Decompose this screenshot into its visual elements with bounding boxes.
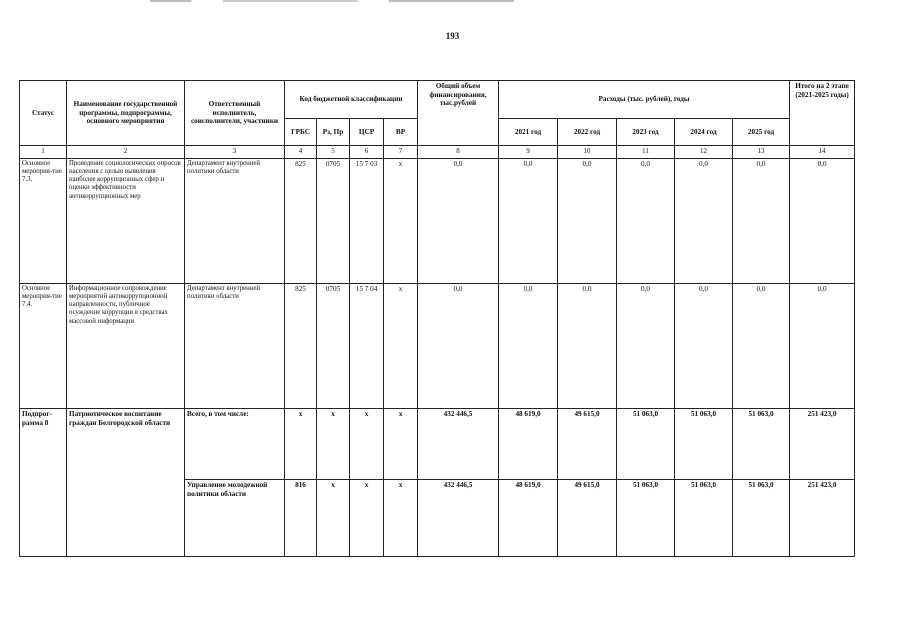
- row-2022: 49 615,0: [558, 480, 617, 557]
- row-rzpr: 0705: [317, 284, 350, 409]
- row-name: Информационное сопровождение мероприятий антикоррупционной направленности, публичное осуждение коррупции в средствах массовой информации: [67, 284, 185, 409]
- col-number: 9: [499, 146, 558, 159]
- row-2025: 0,0: [733, 284, 790, 409]
- row-total: 432 446,5: [418, 480, 499, 557]
- row-csr: х: [350, 409, 384, 480]
- row-status: Основное мероприя-тие 7.3.: [20, 159, 67, 284]
- row-2023: 51 063,0: [617, 409, 675, 480]
- row-itogo: 0,0: [790, 159, 855, 284]
- row-2025: 0,0: [733, 159, 790, 284]
- row-total: 0,0: [418, 284, 499, 409]
- header-2023: 2023 год: [617, 119, 675, 146]
- row-grbs: 825: [285, 159, 317, 284]
- header-2022: 2022 год: [558, 119, 617, 146]
- col-number: 6: [350, 146, 384, 159]
- row-executor: Департамент внутренней политики области: [185, 284, 285, 409]
- row-executor: Управление молодежной политики области: [185, 480, 285, 557]
- row-grbs: х: [285, 409, 317, 480]
- row-2021: 0,0: [499, 284, 558, 409]
- header-expenses: Расходы (тыс. рублей), годы: [499, 81, 790, 119]
- header-vr: ВР: [384, 119, 418, 146]
- row-executor: Всего, в том числе:: [185, 409, 285, 480]
- row-itogo: 251 423,0: [790, 480, 855, 557]
- page-number: 193: [445, 31, 460, 41]
- header-executor: Ответственный исполнитель, соисполнители, участники: [185, 81, 285, 146]
- row-total: 432 446,5: [418, 409, 499, 480]
- row-rzpr: х: [317, 480, 350, 557]
- col-number: 8: [418, 146, 499, 159]
- scan-edge-marks: [150, 0, 670, 2]
- header-2021: 2021 год: [499, 119, 558, 146]
- col-number: 11: [617, 146, 675, 159]
- col-number: 4: [285, 146, 317, 159]
- col-number: 13: [733, 146, 790, 159]
- header-name: Наименование государственной программы, подпрограммы, основного мероприятия: [67, 81, 185, 146]
- row-2025: 51 063,0: [733, 409, 790, 480]
- header-budget-code: Код бюджетной классификации: [285, 81, 418, 119]
- row-rzpr: 0705: [317, 159, 350, 284]
- row-itogo: 0,0: [790, 284, 855, 409]
- row-vr: х: [384, 159, 418, 284]
- header-itogo: Итого на 2 этапе (2021-2025 годы): [790, 81, 855, 146]
- row-vr: х: [384, 480, 418, 557]
- row-executor: Департамент внутренней политики области: [185, 159, 285, 284]
- col-number: 1: [20, 146, 67, 159]
- table-row: [20, 159, 855, 284]
- row-2021: 48 619,0: [499, 480, 558, 557]
- table-row: [20, 409, 855, 480]
- col-number: 2: [67, 146, 185, 159]
- col-number: 5: [317, 146, 350, 159]
- row-2023: 0,0: [617, 159, 675, 284]
- row-2023: 51 063,0: [617, 480, 675, 557]
- row-itogo: 251 423,0: [790, 409, 855, 480]
- header-total-volume: Общий объем финансирования, тыс.рублей: [418, 81, 499, 146]
- row-name: Патриотическое воспитание граждан Белгородской области: [67, 409, 185, 557]
- table-row: [20, 284, 855, 409]
- row-vr: х: [384, 409, 418, 480]
- col-number: 10: [558, 146, 617, 159]
- row-csr: 15 7 04: [350, 284, 384, 409]
- row-2024: 0,0: [675, 159, 733, 284]
- col-number: 3: [185, 146, 285, 159]
- col-number: 14: [790, 146, 855, 159]
- row-2022: 0,0: [558, 159, 617, 284]
- row-2021: 0,0: [499, 159, 558, 284]
- row-2022: 0,0: [558, 284, 617, 409]
- row-csr: х: [350, 480, 384, 557]
- row-rzpr: х: [317, 409, 350, 480]
- row-2024: 51 063,0: [675, 480, 733, 557]
- header-status: Статус: [20, 81, 67, 146]
- row-2023: 0,0: [617, 284, 675, 409]
- row-total: 0,0: [418, 159, 499, 284]
- budget-table: [19, 80, 855, 557]
- header-2025: 2025 год: [733, 119, 790, 146]
- row-csr: 15 7 03: [350, 159, 384, 284]
- col-number: 7: [384, 146, 418, 159]
- row-status: Основное мероприя-тие 7.4.: [20, 284, 67, 409]
- header-csr: ЦСР: [350, 119, 384, 146]
- row-vr: х: [384, 284, 418, 409]
- col-number: 12: [675, 146, 733, 159]
- row-2021: 48 619,0: [499, 409, 558, 480]
- row-2022: 49 615,0: [558, 409, 617, 480]
- header-rzpr: Рз, Пр: [317, 119, 350, 146]
- row-grbs: 816: [285, 480, 317, 557]
- header-grbs: ГРБС: [285, 119, 317, 146]
- row-2025: 51 063,0: [733, 480, 790, 557]
- header-2024: 2024 год: [675, 119, 733, 146]
- row-grbs: 825: [285, 284, 317, 409]
- column-number-row: [20, 146, 855, 159]
- row-2024: 0,0: [675, 284, 733, 409]
- row-2024: 51 063,0: [675, 409, 733, 480]
- row-status: Подпрог-рамма 8: [20, 409, 67, 557]
- row-name: Проведение социологических опросов населения с целью выявления наиболее коррупционных сфер и оценки эффективности антикоррупционных мер: [67, 159, 185, 284]
